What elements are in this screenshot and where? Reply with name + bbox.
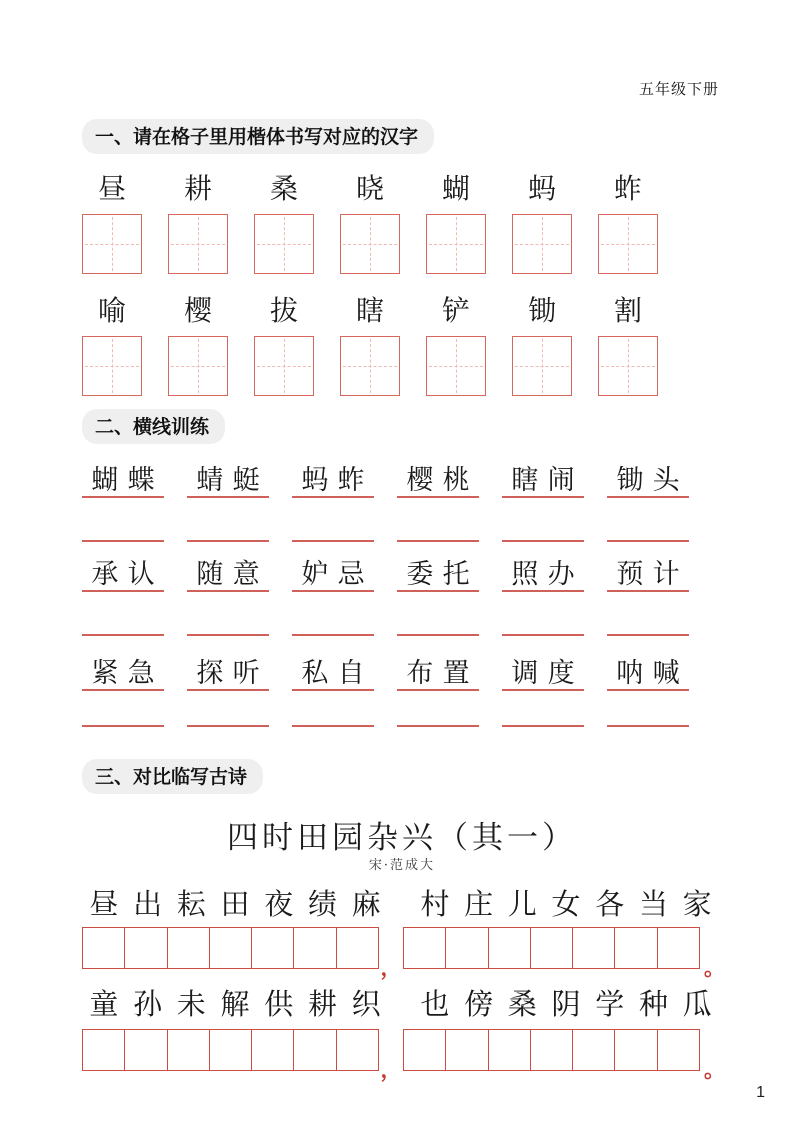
word-character: 锄 [616,465,644,496]
practice-grid-box [82,214,142,274]
practice-grid-box [168,336,228,396]
copy-grid-box [210,1029,252,1071]
model-character: 割 [613,294,642,327]
punctuation-mark: ， [380,955,402,980]
practice-word [607,558,689,592]
section2-line-rows [82,464,722,727]
character-row [82,294,722,396]
model-character: 桑 [269,172,298,205]
word-character: 照 [511,559,539,590]
poem-character: 童 [89,987,119,1021]
character-column [82,172,142,274]
copy-grid-box [489,1029,531,1071]
word-character: 桃 [442,465,470,496]
practice-line [82,713,164,727]
word-character: 私 [301,658,329,689]
model-character: 拔 [269,294,298,327]
practice-word [397,657,479,691]
section3-title: 三、对比临写古诗 [82,759,263,794]
copy-grid-box [82,1029,125,1071]
copy-grid-box [168,927,210,969]
practice-grid-box [426,214,486,274]
practice-word [82,657,164,691]
practice-line [82,528,164,542]
character-column [512,294,572,396]
poem-character: 庄 [464,887,494,921]
word-character: 蝶 [127,465,155,496]
practice-line [397,528,479,542]
copy-grid-box [403,927,446,969]
copy-grid-group [403,927,700,969]
copy-grid-group [82,1029,379,1071]
book-title-header: 五年级下册 [638,80,719,98]
model-character: 耕 [183,172,212,205]
copy-grid-box [658,1029,700,1071]
practice-grid-box [254,336,314,396]
poem-character: 学 [595,987,625,1021]
punctuation-slot [700,927,725,980]
poem-character: 傍 [464,987,494,1021]
practice-line [607,622,689,636]
section2-title: 二、横线训练 [82,409,225,444]
practice-word [397,558,479,592]
poem-character: 女 [551,887,581,921]
word-character: 闹 [547,465,575,496]
word-character: 布 [406,658,434,689]
word-character: 办 [547,559,575,590]
practice-grid-box [598,336,658,396]
punctuation-slot [379,927,403,980]
worksheet-content [82,0,725,1082]
word-character: 急 [127,658,155,689]
copy-grid-box [489,927,531,969]
copy-grid-box [125,927,167,969]
copy-grid-box [658,927,700,969]
poem-character: 也 [420,987,450,1021]
model-character: 蚂 [527,172,556,205]
copy-grid-box [252,927,294,969]
word-practice-row [82,464,722,498]
poem-author: 宋·范成大 [368,858,436,873]
word-character: 头 [652,465,680,496]
word-character: 探 [196,658,224,689]
word-character: 蜻 [196,465,224,496]
poem-character: 当 [638,887,668,921]
copy-grid-box [82,927,125,969]
word-character: 预 [616,559,644,590]
poem-character: 阴 [551,987,581,1021]
practice-word [397,464,479,498]
practice-grid-box [598,214,658,274]
poem-half-line [82,883,388,925]
word-character: 妒 [301,559,329,590]
section1-title: 一、请在格子里用楷体书写对应的汉字 [82,119,434,154]
copy-grid-box [294,1029,336,1071]
poem-character: 桑 [507,987,537,1021]
model-character: 蝴 [441,172,470,205]
practice-line [502,622,584,636]
poem-character: 瓜 [682,987,712,1021]
model-character: 瞎 [355,294,384,327]
copy-grid-box [294,927,336,969]
character-column [254,172,314,274]
word-character: 度 [547,658,575,689]
model-character: 樱 [183,294,212,327]
character-row [82,172,722,274]
blank-line-row [82,622,722,636]
poem-character: 供 [264,987,294,1021]
poem-character: 村 [420,887,450,921]
word-character: 听 [232,658,260,689]
copy-grid-box [615,927,657,969]
word-character: 蚂 [301,465,329,496]
poem-copy-area [82,883,725,1082]
practice-line [82,622,164,636]
word-character: 自 [337,658,365,689]
punctuation-mark: 。 [704,955,725,980]
poem-character: 儿 [507,887,537,921]
practice-word [292,464,374,498]
poem-line [82,983,722,1025]
word-character: 蜓 [232,465,260,496]
word-character: 蚱 [337,465,365,496]
poem-character: 昼 [89,887,119,921]
character-column [168,294,228,396]
word-character: 樱 [406,465,434,496]
copy-grid-box [531,927,573,969]
word-practice-row [82,657,722,691]
copy-grid-box [573,927,615,969]
word-character: 委 [406,559,434,590]
word-character: 随 [196,559,224,590]
model-character: 蚱 [613,172,642,205]
character-column [426,294,486,396]
punctuation-mark: 。 [704,1057,725,1082]
word-character: 蝴 [91,465,119,496]
practice-word [607,464,689,498]
model-character: 铲 [441,294,470,327]
poem-character: 孙 [133,987,163,1021]
copy-grid-box [446,1029,488,1071]
page-number: 1 [756,1084,765,1101]
character-column [254,294,314,396]
word-character: 呐 [616,658,644,689]
copy-grid-box [125,1029,167,1071]
punctuation-slot [379,1029,403,1082]
practice-line [187,622,269,636]
practice-word [607,657,689,691]
practice-grid-box [340,336,400,396]
copy-grid-box [573,1029,615,1071]
word-character: 紧 [91,658,119,689]
character-column [340,172,400,274]
word-character: 瞎 [511,465,539,496]
copy-grid-box [210,927,252,969]
poem-character: 耕 [307,987,337,1021]
poem-character: 未 [176,987,206,1021]
model-character: 喻 [97,294,126,327]
poem-character: 各 [595,887,625,921]
practice-grid-box [512,336,572,396]
word-character: 意 [232,559,260,590]
practice-word [82,464,164,498]
practice-grid-box [426,336,486,396]
word-character: 调 [511,658,539,689]
practice-line [502,528,584,542]
poem-character: 家 [682,887,712,921]
word-character: 计 [652,559,680,590]
character-column [512,172,572,274]
copy-grid-box [168,1029,210,1071]
model-character: 昼 [97,172,126,205]
copy-grid-row [82,1029,725,1082]
practice-line [292,622,374,636]
poem-character: 绩 [307,887,337,921]
practice-word [502,558,584,592]
poem-character: 夜 [264,887,294,921]
practice-line [607,528,689,542]
poem-character: 麻 [351,887,381,921]
practice-line [292,713,374,727]
poem-half-line [413,883,719,925]
blank-line-row [82,528,722,542]
practice-line [397,713,479,727]
poem-character: 出 [133,887,163,921]
practice-word [82,558,164,592]
section2 [82,409,722,444]
copy-grid-box [337,927,379,969]
copy-grid-box [531,1029,573,1071]
character-column [168,172,228,274]
poem-title: 四时田园杂兴（其一） [227,820,577,856]
word-character: 忌 [337,559,365,590]
practice-line [397,622,479,636]
practice-word [292,558,374,592]
word-character: 置 [442,658,470,689]
practice-line [502,713,584,727]
character-column [598,294,658,396]
section3 [82,759,722,794]
practice-grid-box [340,214,400,274]
poem-half-line [413,983,719,1025]
section1 [82,119,722,154]
practice-word [187,657,269,691]
poem-character: 耘 [176,887,206,921]
poem-half-line [82,983,388,1025]
model-character: 晓 [355,172,384,205]
practice-line [292,528,374,542]
practice-grid-box [254,214,314,274]
poem-character: 种 [638,987,668,1021]
character-column [82,294,142,396]
character-column [340,294,400,396]
punctuation-mark: ， [380,1057,402,1082]
word-character: 托 [442,559,470,590]
model-character: 锄 [527,294,556,327]
practice-word [187,464,269,498]
copy-grid-box [252,1029,294,1071]
practice-grid-box [512,214,572,274]
punctuation-slot [700,1029,725,1082]
practice-word [187,558,269,592]
copy-grid-group [82,927,379,969]
blank-line-row [82,713,722,727]
copy-grid-group [403,1029,700,1071]
poem-character: 织 [351,987,381,1021]
character-column [426,172,486,274]
practice-word [292,657,374,691]
practice-line [187,713,269,727]
character-column [598,172,658,274]
copy-grid-box [615,1029,657,1071]
copy-grid-box [337,1029,379,1071]
poem-character: 解 [220,987,250,1021]
copy-grid-box [403,1029,446,1071]
copy-grid-row [82,927,725,980]
practice-line [187,528,269,542]
word-character: 喊 [652,658,680,689]
practice-grid-box [168,214,228,274]
section1-grid-rows [82,172,722,396]
practice-grid-box [82,336,142,396]
word-practice-row [82,558,722,592]
poem-line [82,883,722,925]
word-character: 承 [91,559,119,590]
word-character: 认 [127,559,155,590]
practice-word [502,657,584,691]
poem-character: 田 [220,887,250,921]
practice-line [607,713,689,727]
practice-word [502,464,584,498]
copy-grid-box [446,927,488,969]
